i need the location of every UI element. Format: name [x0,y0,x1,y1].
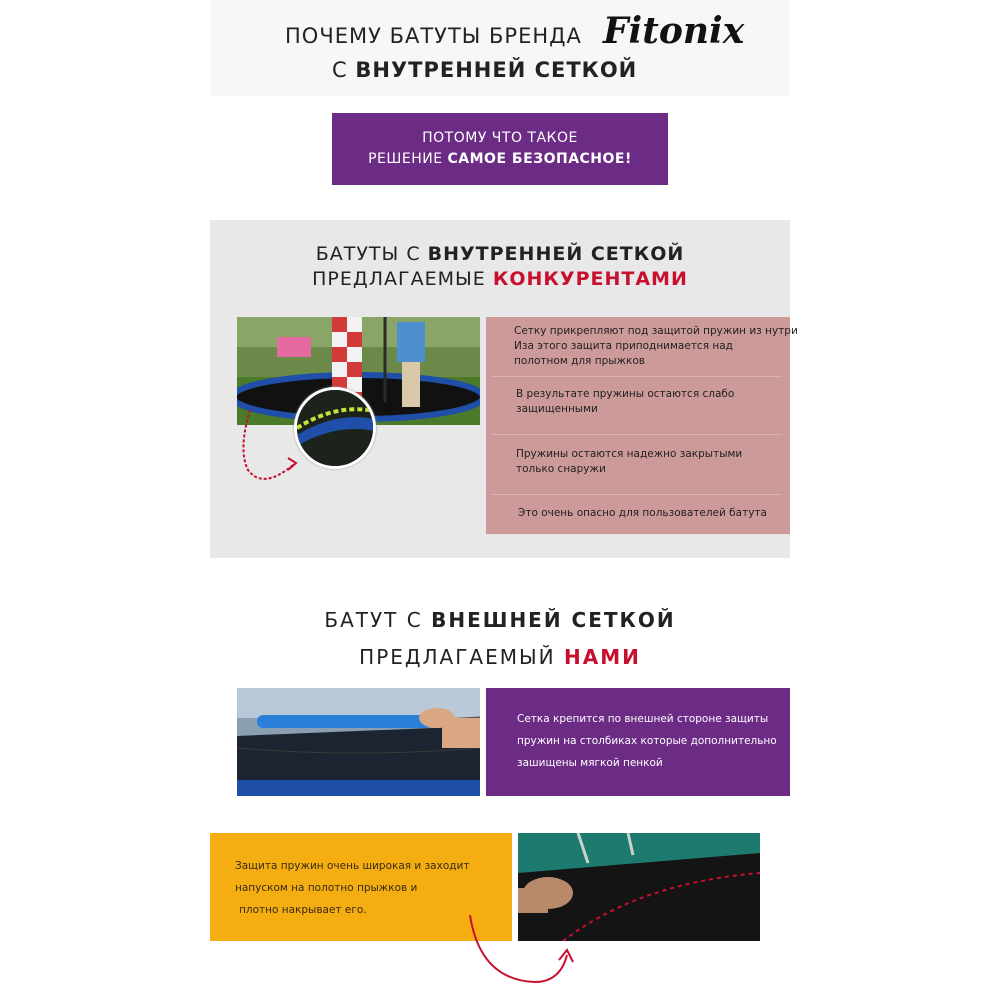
competitor-point-2 [516,387,734,417]
our-photo-illustration [237,688,480,796]
competitor-point-2-line2: защищенными [516,403,598,415]
safety-banner [332,113,668,185]
divider [492,494,782,495]
our-description-line2: пружин на столбиках которые дополнительно [517,735,777,747]
competitor-point-1 [514,324,798,369]
competitor-point-2-line1: В результате пружины остаются слабо [516,388,735,400]
competitors-title2-red: КОНКУРЕНТАМИ [492,268,688,290]
ours-title-line2 [0,645,1000,669]
banner-line2-bold: САМОЕ БЕЗОПАСНОЕ! [447,151,632,167]
ours-title2-prefix: ПРЕДЛАГАЕМЫЙ [359,645,556,669]
competitor-point-1-line2: Иза этого защита приподнимается над [514,340,733,352]
our-description-text [517,708,777,774]
ours-title1-bold: ВНЕШНЕЙ СЕТКОЙ [431,608,676,632]
ours-title-line1 [0,608,1000,632]
competitor-point-4 [518,506,767,521]
banner-line1: ПОТОМУ ЧТО ТАКОЕ [422,130,578,146]
divider [492,434,782,435]
competitors-title-line1 [0,243,1000,265]
ours-title2-red: НАМИ [563,645,641,669]
header-line2-prefix: С [332,58,348,82]
header-title-line2 [332,58,637,82]
red-arrow-competitor [238,410,308,490]
ours-title1-prefix: БАТУТ С [324,608,423,632]
competitors-title1-prefix: БАТУТЫ С [315,243,421,265]
spring-cover-line3: плотно накрывает его. [239,904,367,916]
competitor-point-1-line1: Сетку прикрепляют под защитой пружин из нутри [514,325,798,337]
competitor-point-3-line1: Пружины остаются надежно закрытыми [516,448,743,460]
competitors-title2-prefix: ПРЕДЛАГАЕМЫЕ [312,268,486,290]
competitor-point-3-line2: только снаружи [516,463,606,475]
divider [492,376,782,377]
banner-line2-prefix: РЕШЕНИЕ [368,151,443,167]
our-description-line1: Сетка крепится по внешней стороне защиты [517,713,769,725]
brand-logo-text: Fitonix [603,10,745,52]
spring-cover-line1: Защита пружин очень широкая и заходит [235,860,470,872]
competitor-point-1-line3: полотном для прыжков [514,355,645,367]
competitors-title-line2 [0,268,1000,290]
spring-cover-text [235,855,469,921]
header-title-line1: ПОЧЕМУ БАТУТЫ БРЕНДА [285,24,582,48]
our-trampoline-photo [237,688,480,796]
banner-line2 [332,149,668,170]
spring-cover-line2: напуском на полотно прыжков и [235,882,418,894]
competitor-point-3 [516,447,742,477]
red-arrow-ours [465,910,575,990]
competitor-point-4-line1: Это очень опасно для пользователей батута [518,507,767,519]
our-description-line3: зашищены мягкой пенкой [517,757,663,769]
header-line2-bold: ВНУТРЕННЕЙ СЕТКОЙ [355,58,638,82]
competitors-title1-bold: ВНУТРЕННЕЙ СЕТКОЙ [427,243,685,265]
